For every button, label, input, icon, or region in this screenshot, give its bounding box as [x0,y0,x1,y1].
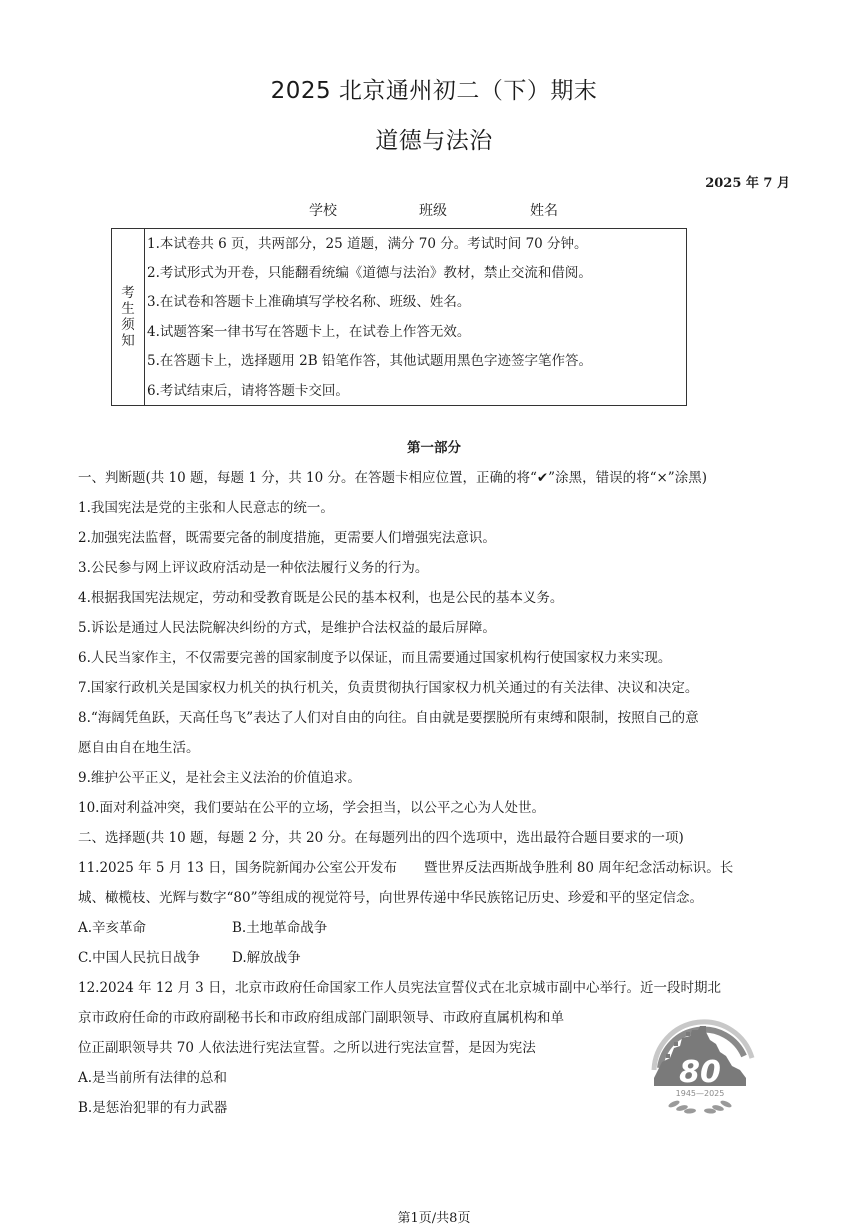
notice-item: 6.考试结束后，请将答题卡交回。 [147,383,349,399]
judge-item: 10.面对利益冲突，我们要站在公平的立场，学会担当，以公平之心为人处世。 [78,800,545,816]
judge-item: 2.加强宪法监督，既需要完备的制度措施，更需要人们增强宪法意识。 [78,530,496,546]
judge-item: 8.“海阔凭鱼跃，天高任鸟飞”表达了人们对自由的向往。自由就是要摆脱所有束缚和限制，按照自己的意 [78,710,699,726]
question-12-stem-continued: 京市政府任命的市政府副秘书长和市政府组成部门副职领导、市政府直属机构和单 [78,1010,564,1026]
judge-item: 6.人民当家作主，不仅需要完善的国家制度予以保证，而且需要通过国家机构行使国家权力来实现。 [78,650,672,666]
question-12-stem-continued: 位正副职领导共 70 人依法进行宪法宣誓。之所以进行宪法宣誓，是因为宪法 [78,1040,536,1056]
q11-option-c: C.中国人民抗日战争 [78,950,201,966]
notice-item: 1.本试卷共 6 页，共两部分，25 道题，满分 70 分。考试时间 70 分钟。 [147,236,588,252]
judge-item: 7.国家行政机关是国家权力机关的执行机关，负责贯彻执行国家权力机关通过的有关法律、决议和决定。 [78,680,699,696]
notice-side-char: 考 [121,285,135,301]
logo-number: 80 [679,1055,721,1090]
judge-item: 9.维护公平正义，是社会主义法治的价值追求。 [78,770,361,786]
logo-years: 1945—2025 [675,1089,725,1098]
notice-item: 5.在答题卡上，选择题用 2B 铅笔作答，其他试题用黑色字迹签字笔作答。 [147,353,592,369]
page-number: 第1页/共8页 [397,1211,471,1226]
exam-title: 2025 北京通州初二（下）期末 [270,78,598,104]
notice-side-label [112,229,145,405]
notice-item: 4.试题答案一律书写在答题卡上，在试卷上作答无效。 [147,324,471,340]
school-label: 学校 [309,203,337,219]
notice-side-char: 知 [121,333,135,349]
judge-item: 1.我国宪法是党的主张和人民意志的统一。 [78,500,334,516]
q11-option-d: D.解放战争 [232,950,301,966]
judge-section-intro: 一、判断题(共 10 题，每题 1 分，共 10 分。在答题卡相应位置，正确的将“✔”涂黑，错误的将“×”涂黑) [78,470,707,486]
notice-side-char: 生 [121,301,135,317]
question-11-stem-continued: 城、橄榄枝、光辉与数字“80”等组成的视觉符号，向世界传递中华民族铭记历史、珍爱和平的坚定信念。 [78,890,703,906]
judge-item: 5.诉讼是通过人民法院解决纠纷的方式，是维护合法权益的最后屏障。 [78,620,496,636]
choice-section-intro: 二、选择题(共 10 题，每题 2 分，共 20 分。在每题列出的四个选项中，选出最符合题目要求的一项) [78,830,684,846]
exam-notice-box [111,228,687,406]
part-one-heading: 第一部分 [407,440,461,456]
judge-item-continued: 愿自由自在地生活。 [78,740,200,756]
q11-option-a: A.辛亥革命 [78,920,147,936]
name-label: 姓名 [530,203,558,219]
q11-option-b: B.土地革命战争 [232,920,328,936]
q12-option-b: B.是惩治犯罪的有力武器 [78,1100,228,1116]
question-11-stem: 11.2025 年 5 月 13 日，国务院新闻办公室公开发布 暨世界反法西斯战争胜利 80 周年纪念活动标识。长 [78,860,734,876]
judge-item: 4.根据我国宪法规定，劳动和受教育既是公民的基本权利，也是公民的基本义务。 [78,590,564,606]
judge-item: 3.公民参与网上评议政府活动是一种依法履行义务的行为。 [78,560,429,576]
question-12-stem: 12.2024 年 12 月 3 日，北京市政府任命国家工作人员宪法宣誓仪式在北京城市副中心举行。近一段时期北 [78,980,722,996]
notice-item: 3.在试卷和答题卡上准确填写学校名称、班级、姓名。 [147,294,471,310]
notice-item: 2.考试形式为开卷，只能翻看统编《道德与法治》教材，禁止交流和借阅。 [147,265,592,281]
anniversary-logo [640,1000,766,1118]
subject-title: 道德与法治 [375,128,493,154]
exam-date: 2025 年 7 月 [705,176,790,191]
q12-option-a: A.是当前所有法律的总和 [78,1070,228,1086]
class-label: 班级 [419,203,447,219]
notice-side-char: 须 [121,317,135,333]
